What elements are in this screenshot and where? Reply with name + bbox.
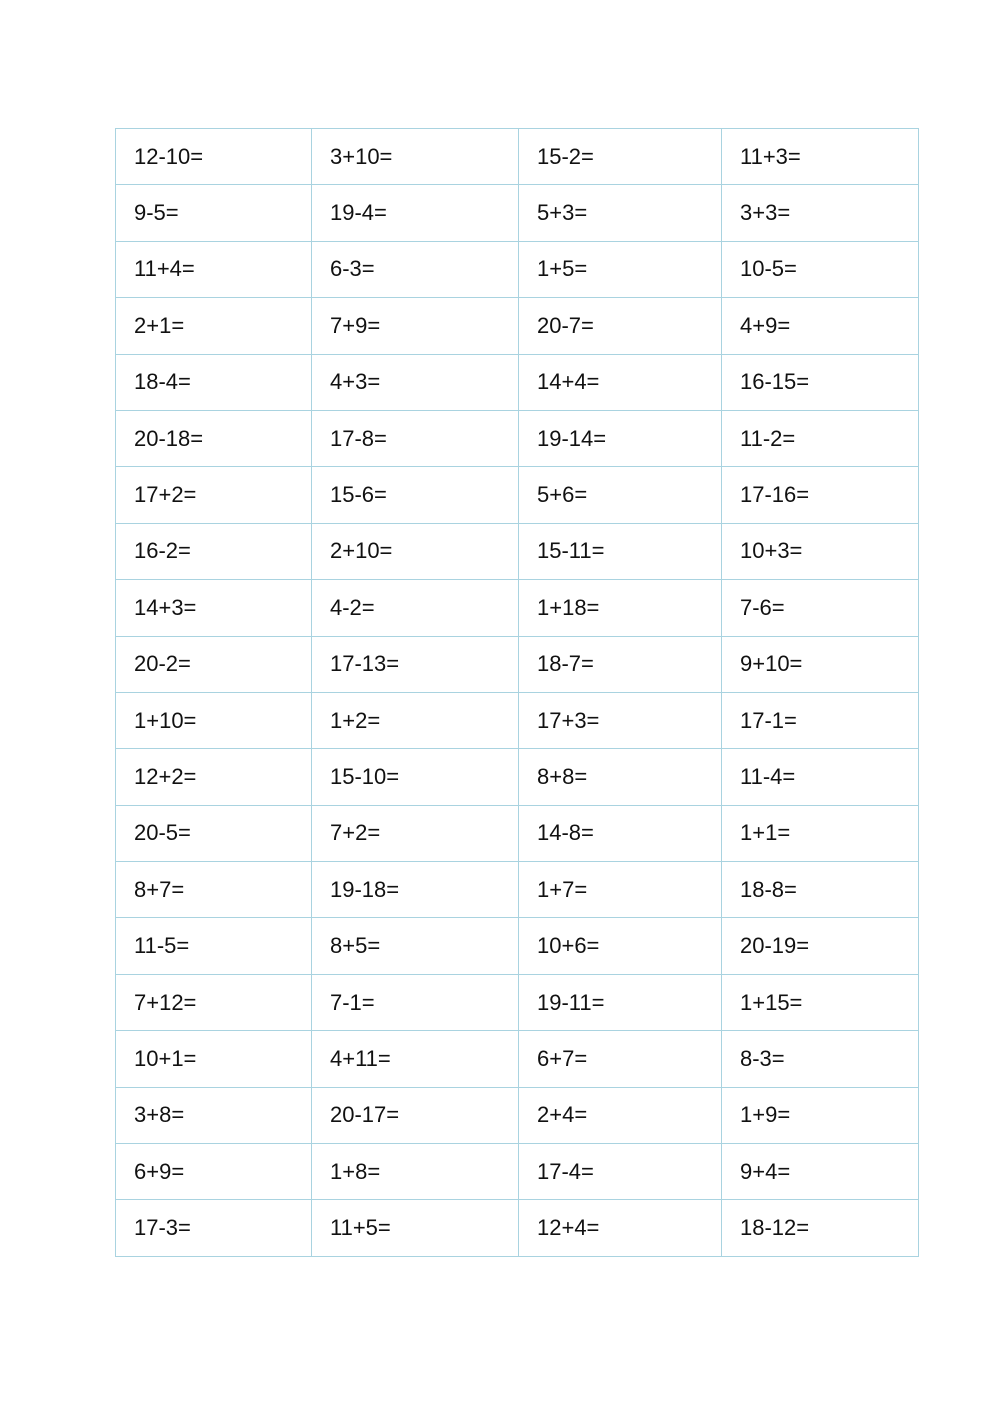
problem-cell: 20-18= (116, 410, 312, 466)
problem-cell: 1+9= (722, 1087, 919, 1143)
problem-cell: 5+6= (519, 467, 722, 523)
problem-cell: 14+4= (519, 354, 722, 410)
problem-cell: 18-4= (116, 354, 312, 410)
problem-cell: 7+9= (312, 298, 519, 354)
problem-cell: 2+4= (519, 1087, 722, 1143)
table-row (116, 1144, 919, 1200)
problem-cell: 19-11= (519, 974, 722, 1030)
problem-cell: 11+4= (116, 241, 312, 297)
problem-cell: 19-4= (312, 185, 519, 241)
problem-cell: 6+9= (116, 1144, 312, 1200)
problem-cell: 1+18= (519, 580, 722, 636)
table-row (116, 241, 919, 297)
problem-grid-body (116, 129, 919, 1257)
problem-cell: 20-7= (519, 298, 722, 354)
worksheet (115, 128, 918, 1257)
problem-cell: 6-3= (312, 241, 519, 297)
problem-cell: 17-16= (722, 467, 919, 523)
problem-cell: 15-10= (312, 749, 519, 805)
problem-cell: 4-2= (312, 580, 519, 636)
problem-cell: 18-12= (722, 1200, 919, 1256)
problem-cell: 20-2= (116, 636, 312, 692)
table-row (116, 1200, 919, 1256)
problem-cell: 1+8= (312, 1144, 519, 1200)
table-row (116, 974, 919, 1030)
problem-cell: 11-5= (116, 918, 312, 974)
problem-cell: 10+1= (116, 1031, 312, 1087)
problem-cell: 2+10= (312, 523, 519, 579)
problem-cell: 1+7= (519, 862, 722, 918)
table-row (116, 692, 919, 748)
table-row (116, 298, 919, 354)
table-row (116, 354, 919, 410)
problem-cell: 17-13= (312, 636, 519, 692)
table-row (116, 523, 919, 579)
problem-cell: 17-8= (312, 410, 519, 466)
table-row (116, 805, 919, 861)
problem-cell: 7-6= (722, 580, 919, 636)
problem-cell: 1+10= (116, 692, 312, 748)
problem-cell: 6+7= (519, 1031, 722, 1087)
problem-cell: 9+4= (722, 1144, 919, 1200)
table-row (116, 1087, 919, 1143)
problem-cell: 7+12= (116, 974, 312, 1030)
problem-cell: 1+5= (519, 241, 722, 297)
problem-cell: 9-5= (116, 185, 312, 241)
problem-cell: 17-1= (722, 692, 919, 748)
problem-cell: 17+3= (519, 692, 722, 748)
problem-cell: 4+11= (312, 1031, 519, 1087)
table-row (116, 467, 919, 523)
table-row (116, 749, 919, 805)
problem-cell: 15-11= (519, 523, 722, 579)
problem-cell: 4+9= (722, 298, 919, 354)
problem-cell: 3+10= (312, 129, 519, 185)
problem-cell: 20-17= (312, 1087, 519, 1143)
problem-cell: 4+3= (312, 354, 519, 410)
problem-cell: 20-5= (116, 805, 312, 861)
table-row (116, 862, 919, 918)
problem-cell: 10-5= (722, 241, 919, 297)
problem-cell: 12-10= (116, 129, 312, 185)
problem-cell: 7-1= (312, 974, 519, 1030)
problem-cell: 8+5= (312, 918, 519, 974)
problem-cell: 8+7= (116, 862, 312, 918)
problem-cell: 11+5= (312, 1200, 519, 1256)
problem-cell: 16-15= (722, 354, 919, 410)
problem-cell: 8-3= (722, 1031, 919, 1087)
problem-cell: 1+2= (312, 692, 519, 748)
problem-cell: 2+1= (116, 298, 312, 354)
table-row (116, 185, 919, 241)
problem-cell: 1+15= (722, 974, 919, 1030)
problem-cell: 11-2= (722, 410, 919, 466)
table-row (116, 1031, 919, 1087)
problem-cell: 15-2= (519, 129, 722, 185)
problem-cell: 11-4= (722, 749, 919, 805)
problem-cell: 20-19= (722, 918, 919, 974)
table-row (116, 129, 919, 185)
problem-grid (115, 128, 919, 1257)
problem-cell: 3+8= (116, 1087, 312, 1143)
problem-cell: 10+3= (722, 523, 919, 579)
problem-cell: 17-4= (519, 1144, 722, 1200)
problem-cell: 15-6= (312, 467, 519, 523)
problem-cell: 14+3= (116, 580, 312, 636)
problem-cell: 19-14= (519, 410, 722, 466)
problem-cell: 7+2= (312, 805, 519, 861)
problem-cell: 16-2= (116, 523, 312, 579)
problem-cell: 18-7= (519, 636, 722, 692)
table-row (116, 918, 919, 974)
problem-cell: 17-3= (116, 1200, 312, 1256)
problem-cell: 8+8= (519, 749, 722, 805)
problem-cell: 12+4= (519, 1200, 722, 1256)
table-row (116, 636, 919, 692)
problem-cell: 11+3= (722, 129, 919, 185)
table-row (116, 410, 919, 466)
table-row (116, 580, 919, 636)
problem-cell: 5+3= (519, 185, 722, 241)
problem-cell: 17+2= (116, 467, 312, 523)
problem-cell: 18-8= (722, 862, 919, 918)
problem-cell: 9+10= (722, 636, 919, 692)
problem-cell: 10+6= (519, 918, 722, 974)
problem-cell: 1+1= (722, 805, 919, 861)
problem-cell: 19-18= (312, 862, 519, 918)
problem-cell: 14-8= (519, 805, 722, 861)
problem-cell: 12+2= (116, 749, 312, 805)
problem-cell: 3+3= (722, 185, 919, 241)
